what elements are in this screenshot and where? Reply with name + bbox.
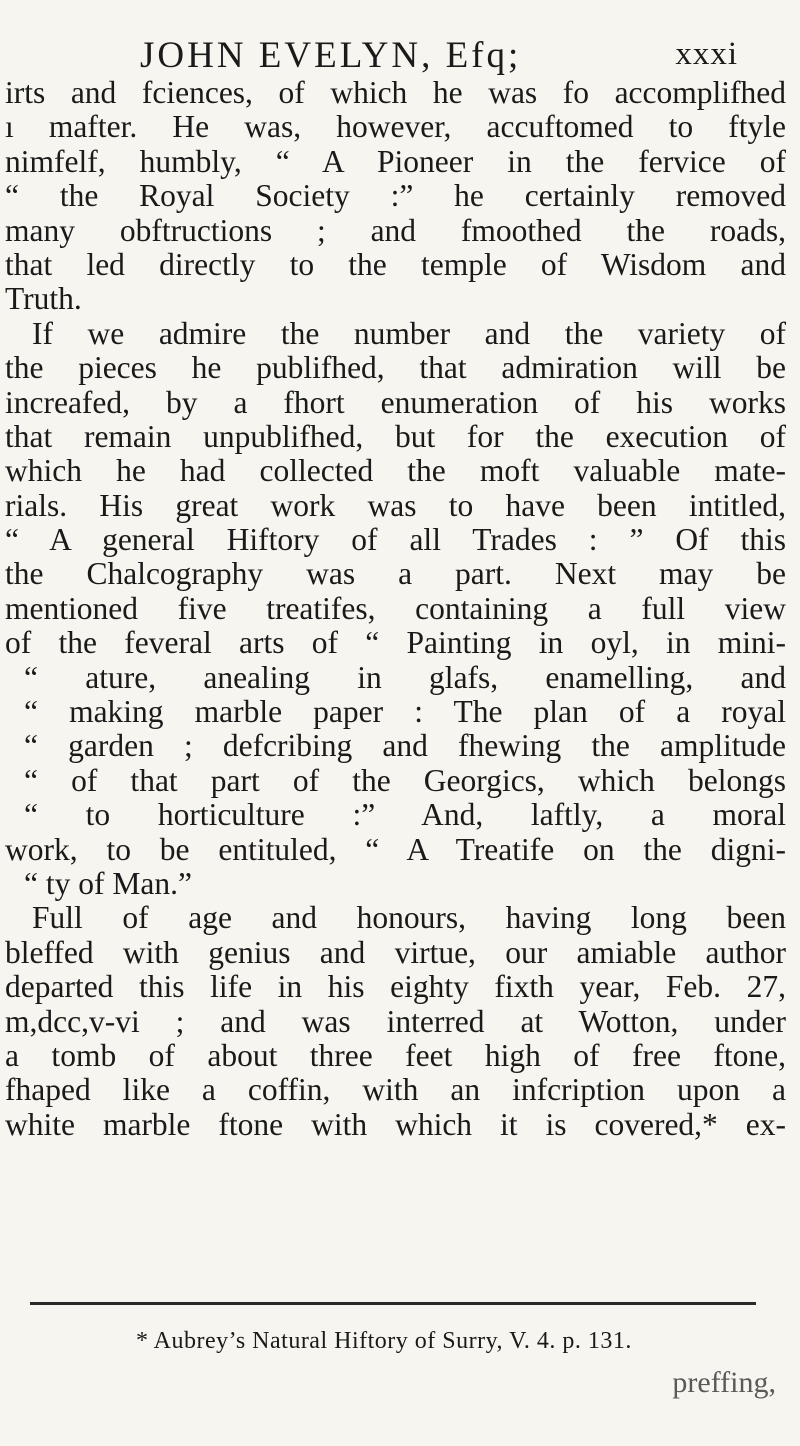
quote-line: “ making marble paper : The plan of a royal bbox=[24, 694, 786, 730]
paragraph-start-line: If we admire the number and the variety of bbox=[32, 315, 786, 351]
text-line: “ the Royal Society :” he certainly removed bbox=[5, 178, 786, 214]
quote-line: “ ty of Man.” bbox=[24, 865, 192, 901]
paragraph-start-line: Full of age and honours, having long been bbox=[32, 900, 786, 936]
text-line: the Chalcography was a part. Next may be bbox=[5, 556, 786, 592]
running-title: JOHN EVELYN, Efq; bbox=[140, 35, 522, 76]
page-number: xxxi bbox=[675, 36, 738, 72]
text-line: fhaped like a coffin, with an infcription upon a bbox=[5, 1072, 786, 1108]
text-line: that led directly to the temple of Wisdom and bbox=[5, 246, 786, 282]
catchword: preffing, bbox=[672, 1366, 776, 1399]
text-line: “ A general Hiftory of all Trades : ” Of this bbox=[5, 522, 786, 558]
text-line: irts and fciences, of which he was fo accomplifhed bbox=[5, 75, 786, 110]
body-text bbox=[0, 76, 800, 1142]
text-line: the pieces he publifhed, that admiration will be bbox=[5, 350, 786, 386]
text-line: nimfelf, humbly, “ A Pioneer in the fervice of bbox=[5, 143, 786, 179]
text-line: ı mafter. He was, however, accuftomed to ftyle bbox=[5, 109, 786, 145]
text-line: bleffed with genius and virtue, our amiable author bbox=[5, 934, 786, 970]
text-line: Truth. bbox=[5, 281, 82, 317]
quote-line: “ garden ; defcribing and fhewing the amplitude bbox=[24, 728, 786, 764]
text-line: rials. His great work was to have been intitled, bbox=[5, 487, 786, 523]
text-line: departed this life in his eighty fixth year, Feb. 27, bbox=[5, 969, 786, 1005]
text-line: of the feveral arts of “ Painting in oyl, in mini- bbox=[5, 625, 786, 661]
text-line: white marble ftone with which it is covered,* ex- bbox=[5, 1106, 786, 1142]
footnote-divider bbox=[30, 1302, 756, 1305]
text-line: which he had collected the moft valuable mate- bbox=[5, 453, 786, 489]
text-line: increafed, by a fhort enumeration of his works bbox=[5, 384, 786, 420]
quote-line: “ to horticulture :” And, laftly, a moral bbox=[24, 797, 786, 833]
text-line: work, to be entituled, “ A Treatife on the digni- bbox=[5, 831, 786, 867]
text-line: m,dcc,v-vi ; and was interred at Wotton, under bbox=[5, 1003, 786, 1039]
quote-line: “ ature, anealing in glafs, enamelling, and bbox=[24, 659, 786, 695]
quote-line: “ of that part of the Georgics, which belongs bbox=[24, 762, 786, 798]
text-line: mentioned five treatifes, containing a full view bbox=[5, 590, 786, 626]
text-line: a tomb of about three feet high of free ftone, bbox=[5, 1037, 786, 1073]
text-line: many obftructions ; and fmoothed the roads, bbox=[5, 212, 786, 248]
text-line: that remain unpublifhed, but for the execution of bbox=[5, 418, 786, 454]
footnote: * Aubrey’s Natural Hiftory of Surry, V. 4. p. 131. bbox=[136, 1328, 632, 1354]
